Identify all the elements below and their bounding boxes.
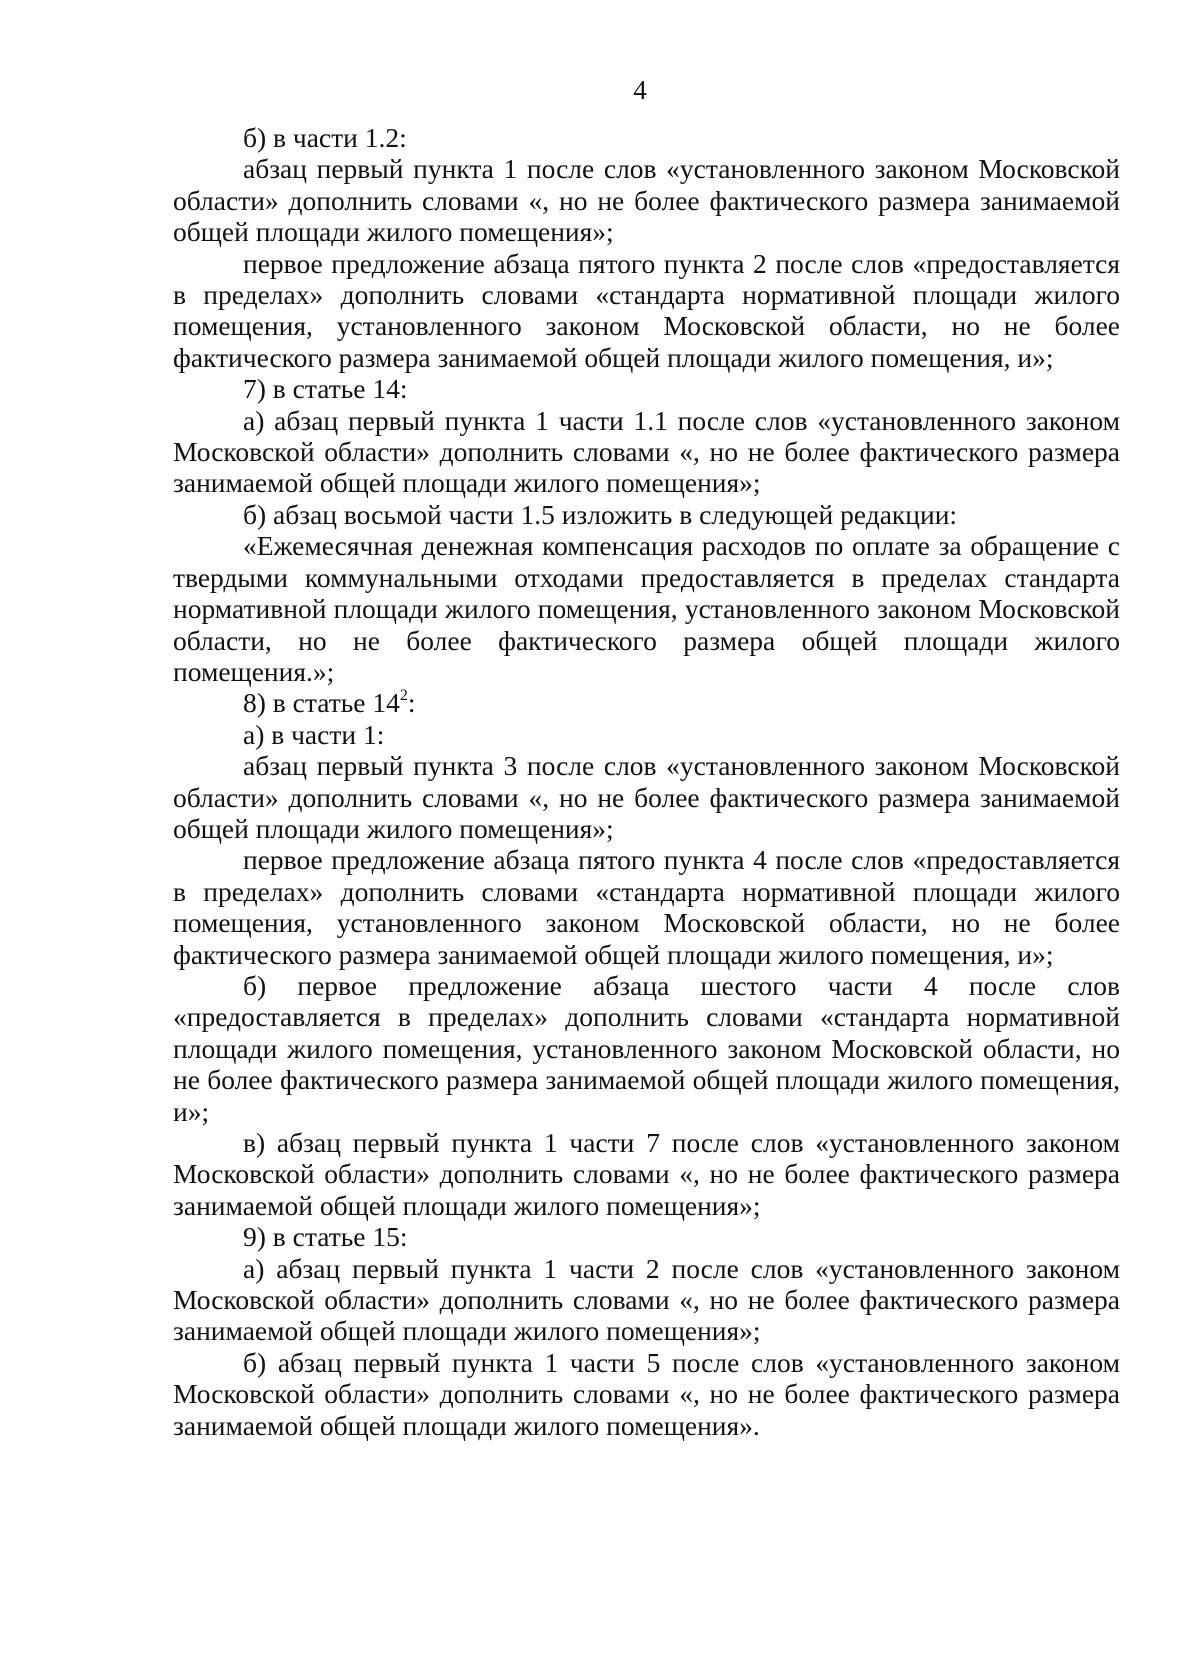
paragraph: а) абзац первый пункта 1 части 1.1 после слов «установленного законом Московской области» дополнить словами «, но не более фактического размера занимаемой общей площади жилого помещения»; xyxy=(173,404,1120,499)
paragraph: в) абзац первый пункта 1 части 7 после слов «установленного законом Московской области» дополнить словами «, но не более фактического размера занимаемой общей площади жилого помещения»; xyxy=(173,1127,1120,1221)
paragraph: первое предложение абзаца пятого пункта 2 после слов «предоставляется в пределах» дополнить словами «стандарта нормативной площади жилого помещения, установленного законом Московской области, но не более фактического размера занимаемой общей площади жилого помещения, и»; xyxy=(173,247,1120,373)
page-number: 4 xyxy=(633,75,647,105)
paragraph: а) абзац первый пункта 1 части 2 после слов «установленного законом Московской области» дополнить словами «, но не более фактического размера занимаемой общей площади жилого помещения»; xyxy=(173,1252,1120,1347)
article-heading xyxy=(173,687,1120,718)
article-heading-suffix: : xyxy=(407,687,416,719)
paragraph: абзац первый пункта 1 после слов «установленного законом Московской области» дополнить словами «, но не более фактического размера занимаемой общей площади жилого помещения»; xyxy=(173,153,1120,248)
paragraph: б) в части 1.2: xyxy=(243,122,407,153)
article-superscript: 2 xyxy=(399,687,408,705)
paragraph: «Ежемесячная денежная компенсация расходов по оплате за обращение с твердыми коммунальными отходами предоставляется в пределах стандарта нормативной площади жилого помещения, установленного законом Московской области, но не более фактического размера общей площади жилого помещения.»; xyxy=(173,530,1120,687)
paragraph: 7) в статье 14: xyxy=(243,373,408,405)
paragraph: б) абзац восьмой части 1.5 изложить в следующей редакции: xyxy=(243,498,958,530)
paragraph: б) абзац первый пункта 1 части 5 после слов «установленного законом Московской области» дополнить словами «, но не более фактического размера занимаемой общей площади жилого помещения». xyxy=(173,1346,1120,1441)
paragraph: первое предложение абзаца пятого пункта 4 после слов «предоставляется в пределах» дополнить словами «стандарта нормативной площади жилого помещения, установленного законом Московской области, но не более фактического размера занимаемой общей площади жилого помещения, и»; xyxy=(173,844,1120,970)
paragraph: абзац первый пункта 3 после слов «установленного законом Московской области» дополнить словами «, но не более фактического размера занимаемой общей площади жилого помещения»; xyxy=(173,750,1120,844)
paragraph: 9) в статье 15: xyxy=(243,1221,408,1253)
article-heading-text: 8) в статье 14 xyxy=(243,687,400,719)
paragraph: a) в части 1: xyxy=(243,718,385,750)
paragraph: б) первое предложение абзаца шестого части 4 после слов «предоставляется в пределах» дополнить словами «стандарта нормативной площади жилого помещения, установленного законом Московской области, но не более фактического размера занимаемой общей площади жилого помещения, и»; xyxy=(173,969,1120,1127)
document-body xyxy=(173,122,1120,1441)
